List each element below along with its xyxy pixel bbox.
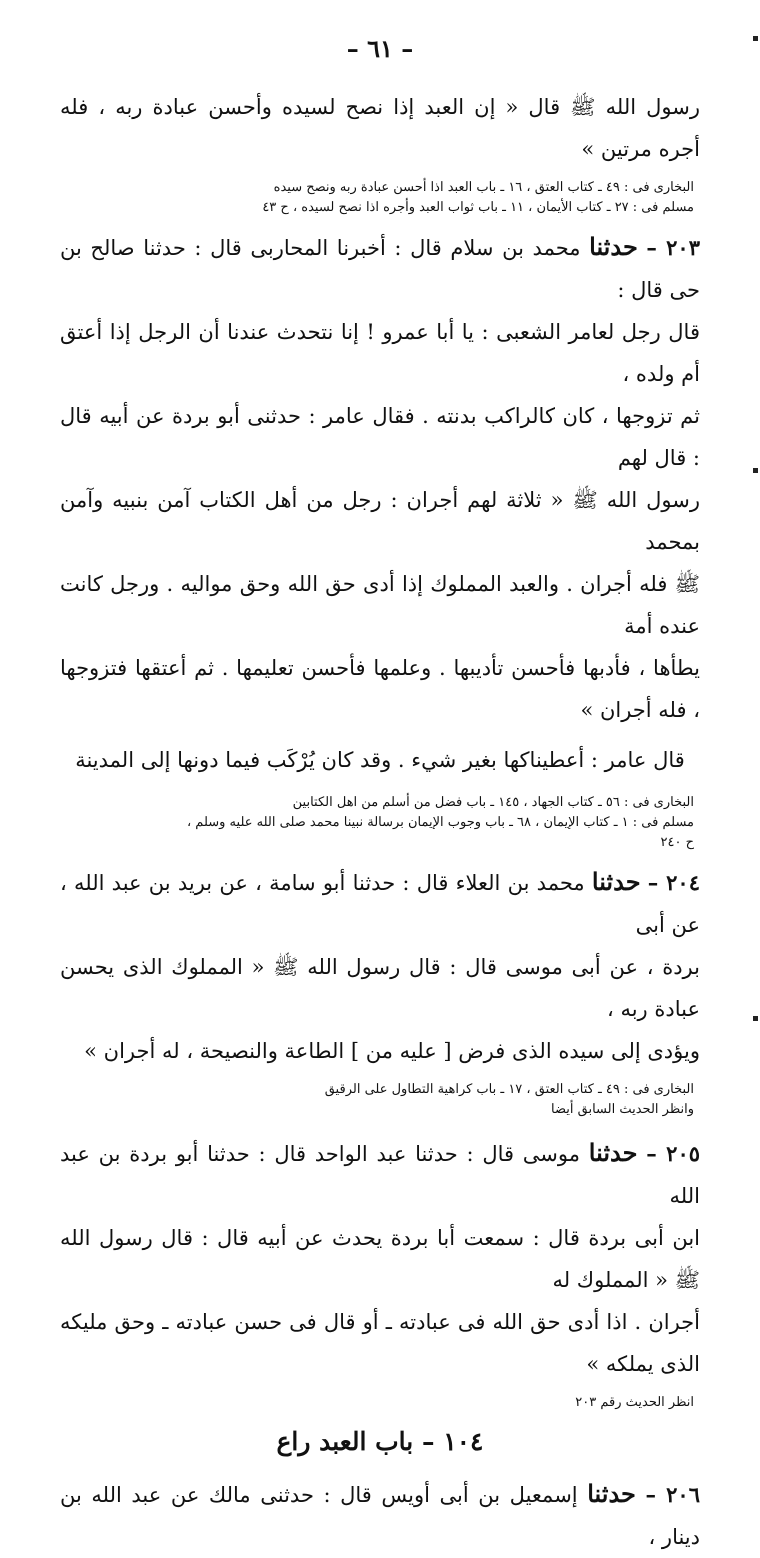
hadith-line	[60, 861, 700, 946]
page-content	[60, 86, 700, 1558]
hadith-line: ﷺ فله أجران . والعبد المملوك إذا أدى حق الله وحق مواليه . ورجل كانت عنده أمة	[60, 572, 700, 638]
hadith-line: ويؤدى إلى سيده الذى فرض [ عليه من ] الطاعة والنصيحة ، له أجران »	[84, 1039, 700, 1063]
hadith-text: إسمعيل بن أبى أويس قال : حدثنى مالك عن عبد الله بن دينار ،	[60, 1483, 700, 1549]
chapter-heading	[60, 1419, 700, 1465]
hadith-line: بردة ، عن أبى موسى قال : قال رسول الله ﷺ « المملوك الذى يحسن عبادة ربه ،	[60, 955, 700, 1021]
hadith-text: محمد بن العلاء قال : حدثنا أبو سامة ، عن بريد بن عبد الله ، عن أبى	[60, 871, 700, 937]
footnote-line: انظر الحديث رقم ٢٠٣	[575, 1395, 694, 1410]
hadith-line: يطأها ، فأدبها فأحسن تأديبها . وعلمها فأحسن تعليمها . ثم أعتقها فتزوجها ، فله أجران »	[60, 656, 700, 722]
hadith-line-centered: قال عامر : أعطيناكها بغير شيء . وقد كان يُرْكَب فيما دونها إلى المدينة	[75, 748, 685, 772]
page-number: – ٦١ –	[346, 34, 414, 63]
hadith-number: ٢٠٤ –	[647, 870, 700, 895]
hadith-204	[60, 861, 700, 1072]
hadith-text: موسى قال : حدثنا عبد الواحد قال : حدثنا أبو بردة بن عبد الله	[60, 1142, 700, 1208]
hadith-marker: حدثنا	[588, 1138, 638, 1167]
footnote-line: مسلم فى : ٢٧ ـ كتاب الأيمان ، ١١ ـ باب ثواب العبد وأجره اذا نصح لسيده ، ح ٤٣	[262, 200, 694, 215]
footnote-line: البخارى فى : ٥٦ ـ كتاب الجهاد ، ١٤٥ ـ باب فضل من أسلم من اهل الكتابين	[292, 795, 694, 810]
scan-edge-mark	[753, 1016, 758, 1021]
footnote-line: مسلم فى : ١ ـ كتاب الإيمان ، ٦٨ ـ باب وجوب الإيمان برسالة نبينا محمد صلى الله عليه وسلم ،	[186, 815, 694, 830]
footnote-line: وانظر الحديث السابق أيضا	[551, 1102, 694, 1117]
footnote-block	[60, 1393, 700, 1413]
hadith-number: ٢٠٣ –	[646, 235, 700, 260]
footnote-line: البخارى فى : ٤٩ ـ كتاب العتق ، ١٧ ـ باب كراهية التطاول على الرقيق	[324, 1082, 694, 1097]
footnote-block	[60, 178, 700, 218]
hadith-line: ابن أبى بردة قال : سمعت أبا بردة يحدث عن أبيه قال : قال رسول الله ﷺ « المملوك له	[60, 1226, 700, 1292]
text-line: رسول الله ﷺ قال « إن العبد إذا نصح لسيده وأحسن عبادة ربه ، فله أجره مرتين »	[60, 95, 700, 161]
footnote-block	[60, 793, 700, 853]
footnote-line: البخارى فى : ٤٩ ـ كتاب العتق ، ١٦ ـ باب العبد اذا أحسن عبادة ربه ونصح سيده	[273, 180, 694, 195]
footnote-block	[60, 1080, 700, 1120]
hadith-line	[60, 1473, 700, 1558]
chapter-title: العبد راع	[276, 1427, 367, 1456]
hadith-line	[60, 226, 700, 311]
hadith-206	[60, 1473, 700, 1558]
chapter-number: ١٠٤ –	[421, 1427, 484, 1456]
hadith-text: محمد بن سلام قال : أخبرنا المحاربى قال : حدثنا صالح بن حى قال :	[60, 236, 700, 302]
hadith-line: قال رجل لعامر الشعبى : يا أبا عمرو ! إنا نتحدث عندنا أن الرجل إذا أعتق أم ولده ،	[60, 320, 700, 386]
hadith-line: أجران . اذا أدى حق الله فى عبادته ـ أو قال فى حسن عبادته ـ وحق مليكه الذى يملكه »	[60, 1310, 700, 1376]
footnote-line: ح ٢٤٠	[660, 835, 694, 850]
hadith-203	[60, 226, 700, 731]
hadith-205	[60, 1132, 700, 1385]
hadith-marker: حدثنا	[591, 867, 641, 896]
hadith-number: ٢٠٥ –	[646, 1141, 701, 1166]
hadith-marker: حدثنا	[589, 232, 638, 261]
chapter-label: باب	[375, 1427, 414, 1456]
hadith-line	[60, 1132, 700, 1217]
scan-edge-mark	[753, 36, 758, 41]
hadith-number: ٢٠٦ –	[645, 1482, 700, 1507]
hadith-marker: حدثنا	[587, 1479, 636, 1508]
scan-edge-mark	[753, 468, 758, 473]
hadith-line: ثم تزوجها ، كان كالراكب بدنته . فقال عامر : حدثنى أبو بردة عن أبيه قال : قال لهم	[60, 404, 700, 470]
hadith-line: رسول الله ﷺ « ثلاثة لهم أجران : رجل من أهل الكتاب آمن بنبيه وآمن بمحمد	[60, 488, 700, 554]
